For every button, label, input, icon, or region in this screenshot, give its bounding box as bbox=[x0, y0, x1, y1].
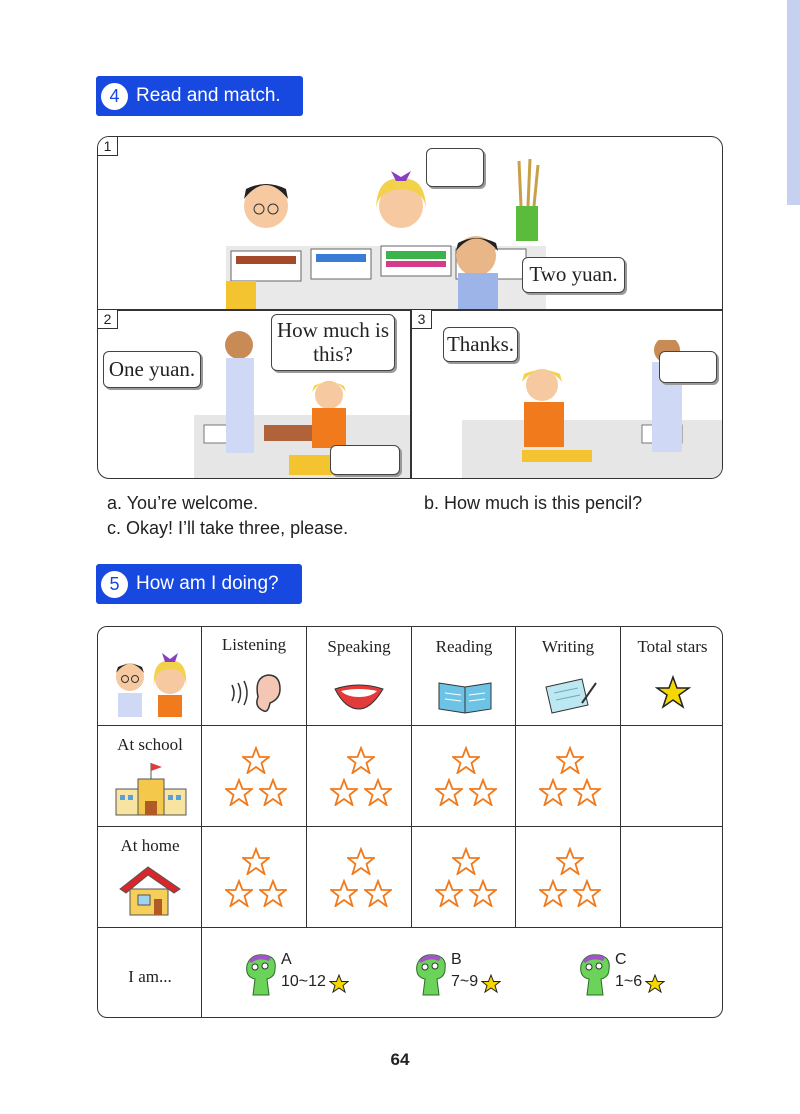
row-label-at-school: At school bbox=[117, 735, 183, 754]
gold-star-icon bbox=[645, 974, 665, 994]
rating-star-icon[interactable] bbox=[435, 879, 463, 907]
panel-2 bbox=[98, 310, 410, 479]
rating-star-icon[interactable] bbox=[573, 879, 601, 907]
grade-range: 1~6 bbox=[615, 973, 643, 990]
school-icon bbox=[114, 761, 188, 817]
panel-1-bubble-two-yuan: Two yuan. bbox=[522, 257, 625, 293]
rating-star-icon[interactable] bbox=[347, 746, 375, 774]
rating-star-icon[interactable] bbox=[364, 879, 392, 907]
row-label-i-am: I am... bbox=[128, 967, 172, 986]
rating-star-icon[interactable] bbox=[573, 778, 601, 806]
grade-letter: A bbox=[281, 951, 292, 968]
notebook-writing-icon bbox=[542, 673, 598, 715]
rating-star-icon[interactable] bbox=[539, 778, 567, 806]
rating-star-icon[interactable] bbox=[556, 746, 584, 774]
panel-3-bubble-blank[interactable] bbox=[659, 351, 717, 383]
star-cell-home-listening bbox=[202, 827, 306, 927]
panel-2-bubble-how-much: How much is this? bbox=[271, 314, 395, 371]
star-cell-school-speaking bbox=[307, 726, 411, 826]
section-4-title: Read and match. bbox=[136, 85, 281, 106]
house-icon bbox=[118, 865, 182, 917]
rating-star-icon[interactable] bbox=[330, 879, 358, 907]
table-row-divider bbox=[98, 927, 722, 928]
row-label-at-home: At home bbox=[120, 836, 180, 855]
gold-star-icon bbox=[329, 974, 349, 994]
gold-star-icon bbox=[481, 974, 501, 994]
grade-c bbox=[575, 945, 695, 1001]
header-speaking: Speaking bbox=[327, 637, 391, 656]
rating-star-icon[interactable] bbox=[452, 847, 480, 875]
grade-letter: C bbox=[615, 951, 627, 968]
option-c: c. Okay! I’ll take three, please. bbox=[107, 518, 349, 538]
rating-star-icon[interactable] bbox=[539, 879, 567, 907]
section-4-number: 4 bbox=[101, 83, 128, 110]
grade-range: 10~12 bbox=[281, 973, 326, 990]
section-5-number: 5 bbox=[101, 571, 128, 598]
page-number: 64 bbox=[390, 1050, 410, 1069]
section-5-title: How am I doing? bbox=[136, 573, 279, 594]
grade-range: 7~9 bbox=[451, 973, 479, 990]
grade-a bbox=[241, 945, 361, 1001]
rating-star-icon[interactable] bbox=[347, 847, 375, 875]
panel-2-number: 2 bbox=[98, 310, 118, 329]
rating-star-icon[interactable] bbox=[242, 847, 270, 875]
shop-scene-illustration bbox=[226, 151, 546, 309]
kids-avatar-icon bbox=[106, 649, 194, 719]
star-cell-home-writing bbox=[516, 827, 620, 927]
panel-3-bubble-thanks: Thanks. bbox=[443, 327, 518, 362]
section-5-label bbox=[96, 564, 302, 604]
header-total-stars: Total stars bbox=[637, 637, 708, 656]
panel-1-bubble-blank[interactable] bbox=[426, 148, 484, 187]
panel-1-number: 1 bbox=[98, 137, 118, 156]
star-cell-school-listening bbox=[202, 726, 306, 826]
book-reading-icon bbox=[435, 673, 495, 715]
panel-3-number: 3 bbox=[412, 310, 432, 329]
dinosaur-mascot-icon bbox=[411, 951, 451, 999]
panel-2-bubble-blank[interactable] bbox=[330, 445, 400, 475]
rating-star-icon[interactable] bbox=[469, 879, 497, 907]
star-cell-home-reading bbox=[412, 827, 516, 927]
option-a: a. You’re welcome. bbox=[107, 493, 259, 513]
header-writing: Writing bbox=[541, 637, 595, 656]
rating-star-icon[interactable] bbox=[469, 778, 497, 806]
table-col-divider bbox=[620, 627, 621, 927]
grade-letter: B bbox=[451, 951, 462, 968]
rating-star-icon[interactable] bbox=[225, 778, 253, 806]
gold-star-icon bbox=[655, 675, 691, 709]
mouth-icon bbox=[331, 679, 387, 711]
panel-2-bubble-one-yuan: One yuan. bbox=[103, 351, 201, 388]
rating-star-icon[interactable] bbox=[259, 879, 287, 907]
section-4-label bbox=[96, 76, 303, 116]
page-edge-tab bbox=[787, 0, 800, 205]
rating-star-icon[interactable] bbox=[259, 778, 287, 806]
dinosaur-mascot-icon bbox=[575, 951, 615, 999]
header-listening: Listening bbox=[221, 635, 287, 654]
panel-1 bbox=[98, 137, 723, 309]
rating-star-icon[interactable] bbox=[330, 778, 358, 806]
ear-icon bbox=[224, 671, 284, 715]
rating-star-icon[interactable] bbox=[435, 778, 463, 806]
rating-star-icon[interactable] bbox=[242, 746, 270, 774]
comic-strip bbox=[97, 136, 723, 479]
self-assessment-table bbox=[97, 626, 723, 1018]
dinosaur-mascot-icon bbox=[241, 951, 281, 999]
rating-star-icon[interactable] bbox=[364, 778, 392, 806]
rating-star-icon[interactable] bbox=[556, 847, 584, 875]
option-b: b. How much is this pencil? bbox=[424, 493, 643, 513]
rating-star-icon[interactable] bbox=[225, 879, 253, 907]
star-cell-school-reading bbox=[412, 726, 516, 826]
star-cell-home-speaking bbox=[307, 827, 411, 927]
grade-b bbox=[411, 945, 531, 1001]
panel-3 bbox=[412, 310, 723, 479]
star-cell-school-writing bbox=[516, 726, 620, 826]
rating-star-icon[interactable] bbox=[452, 746, 480, 774]
header-reading: Reading bbox=[435, 637, 493, 656]
